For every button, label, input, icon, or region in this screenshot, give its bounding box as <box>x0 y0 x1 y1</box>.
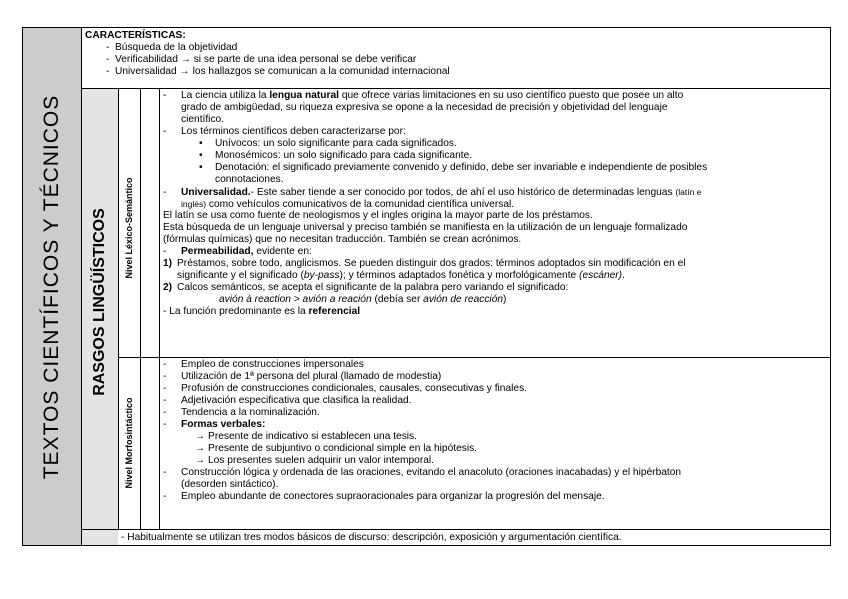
rasgos-column <box>82 89 118 545</box>
list-item: 2) Calcos semánticos, se acepta el significante de la palabra pero variando el significado: <box>163 282 569 293</box>
list-item: • Unívocos: un solo significante para cada significados. <box>199 138 457 149</box>
lexico-content: - La ciencia utiliza la lengua natural que ofrece varias limitaciones en su uso científico puesto que posee un alto grado de ambigüedad, su riqueza expresiva se opone a la necesidad de precisión y objetividad del lenguaje científico. - Los términos científicos deben caracterizarse por: • Unívocos: un solo significante para cada significados. • Monosémicos: un solo significado para cada significante. • Denotación: el significado previamente convenido y definido, debe ser invariable e independiente de posibles connotaciones. - Universalidad.- Este saber tiende a ser conocido por todos, de ahí el uso histórico de determinadas lenguas (latín e inglés) como vehículos comunicativos de la comunidad científica universal. El latín se usa como fuente de neologismos y el ingles origina la mayor parte de los préstamos. Esta búsqueda de un lenguaje universal y preciso también se manifiesta en la utilización de un lenguaje formalizado (fórmulas químicas) que no necesitan traducción. También se crean acrónimos. - Permeabilidad, evidente en: 1) Préstamos, sobre todo, anglicismos. Se pueden distinguir dos grados: términos adoptados sin modificación en el significante y el significado (by-pass); y términos adaptados fonética y morfológicamente (escáner). 2) Calcos semánticos, se acepta el significante de la palabra pero variando el significado: avión à reaction > avión a reación (debía ser avión de reacción) - La función predominante es la referencial <box>163 90 708 317</box>
list-item: → Presente de indicativo si establecen una tesis. <box>195 431 417 442</box>
footer-line: - Habitualmente se utilizan tres modos básicos de discurso: descripción, exposición y argumentación científica. <box>121 532 622 543</box>
list-item: • Monosémicos: un solo significado para cada significante. <box>199 150 473 161</box>
list-item: - Construcción lógica y ordenada de las oraciones, evitando el anacoluto (oraciones inacabadas) y el hipérbaton <box>163 467 682 478</box>
caracteristicas-heading: CARACTERÍSTICAS: <box>85 30 186 41</box>
list-item: - Empleo abundante de conectores supraoracionales para organizar la progresión del mensaje. <box>163 491 605 502</box>
list-item: - Profusión de construcciones condicionales, causales, consecutivas y finales. <box>163 383 527 394</box>
formas-verbales: - Formas verbales: <box>163 419 266 430</box>
list-item: - Universalidad → los hallazgos se comunican a la comunidad internacional <box>105 66 450 77</box>
latin-line: El latín se usa como fuente de neologismos y el ingles origina la mayor parte de los préstamos. <box>163 210 593 221</box>
morfo-content: - Empleo de construcciones impersonales - Utilización de 1ª persona del plural (llamado de modestia) - Profusión de construcciones condicionales, causales, consecutivas y finales. - Adjetivación especificativa que clasifica la realidad. - Tendencia a la nominalización. - Formas verbales: → Presente de indicativo si establecen una tesis. → Presente de subjuntivo o condicional simple en la hipótesis. → Los presentes suelen adquirir un valor intemporal. - Construcción lógica y ordenada de las oraciones, evitando el anacoluto (oraciones inacabadas) y el hipérbaton (desorden sintáctico). - Empleo abundante de conectores supraoracionales para organizar la progresión del mensaje. <box>163 359 682 502</box>
nivel-morfo-label: Nivel Morfosintáctico <box>124 397 134 489</box>
list-item: 1) Préstamos, sobre todo, anglicismos. Se pueden distinguir dos grados: términos adoptados sin modificación en el <box>163 258 686 269</box>
rasgos-title: RASGOS LINGÜÍSTICOS <box>91 208 108 396</box>
permeabilidad: - Permeabilidad, evidente en: <box>163 246 312 257</box>
funcion-line: - La función predominante es la referencial <box>163 306 361 317</box>
nivel-lexico-label: Nivel Léxico-Semántico <box>124 177 134 279</box>
document-table <box>22 27 831 546</box>
main-title: TEXTOS CIENTÍFICOS Y TÉCNICOS <box>40 94 63 480</box>
main-title-column <box>23 28 81 545</box>
lexico-paragraph: - La ciencia utiliza la lengua natural que ofrece varias limitaciones en su uso científico puesto que posee un alto <box>163 90 684 101</box>
lexico-paragraph: - Los términos científicos deben caracterizarse por: <box>163 126 406 137</box>
universalidad: - Universalidad.- Este saber tiende a ser conocido por todos, de ahí el uso histórico de determinadas lenguas (latín e <box>163 187 702 198</box>
list-item: - Empleo de construcciones impersonales <box>163 359 364 370</box>
list-item: - Utilización de 1ª persona del plural (llamado de modestia) <box>163 371 442 382</box>
list-item: - Tendencia a la nominalización. <box>163 407 320 418</box>
list-item: → Presente de subjuntivo o condicional simple en la hipótesis. <box>195 443 478 454</box>
list-item: - Búsqueda de la objetividad <box>105 42 238 53</box>
caracteristicas-block <box>85 30 450 78</box>
list-item: → Los presentes suelen adquirir un valor intemporal. <box>195 455 434 466</box>
list-item: • Denotación: el significado previamente convenido y definido, debe ser invariable e independiente de posibles <box>199 162 708 173</box>
list-item: - Verificabilidad → si se parte de una idea personal se debe verificar <box>105 54 417 65</box>
list-item: - Adjetivación especificativa que clasifica la realidad. <box>163 395 412 406</box>
